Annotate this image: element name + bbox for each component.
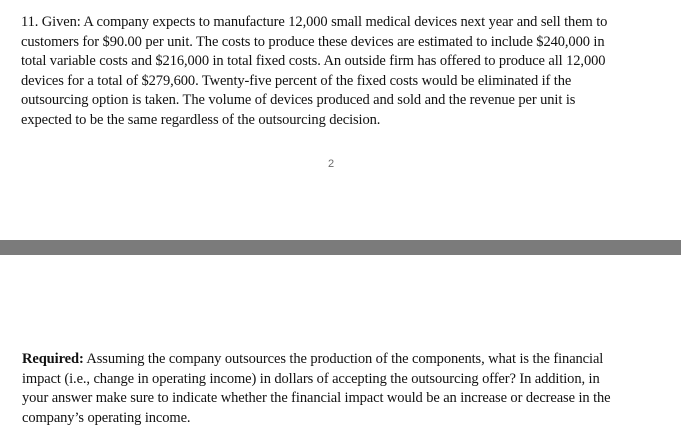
question-line: total variable costs and $216,000 in total fixed costs. An outside firm has offered to produce all 12,000: [21, 53, 606, 69]
question-line: customers for $90.00 per unit. The costs to produce these devices are estimated to include $240,000 in: [21, 33, 605, 50]
required-line: impact (i.e., change in operating income) in dollars of accepting the outsourcing offer? In addition, in: [22, 370, 600, 387]
question-paragraph: [21, 13, 651, 130]
required-label: Required:: [22, 351, 84, 367]
required-line: [22, 350, 652, 370]
question-line: expected to be the same regardless of the outsourcing decision.: [21, 111, 381, 128]
required-paragraph: [22, 350, 652, 428]
required-line-text: Assuming the company outsources the production of the components, what is the financial: [83, 351, 604, 367]
document-page-bottom: [0, 255, 681, 429]
page-number: 2: [327, 158, 335, 170]
question-line: outsourcing option is taken. The volume of devices produced and sold and the revenue per unit is: [21, 92, 576, 108]
question-line: 11. Given: A company expects to manufacture 12,000 small medical devices next year and sell them to: [21, 14, 608, 30]
question-line: devices for a total of $279,600. Twenty-five percent of the fixed costs would be eliminated if the: [21, 72, 572, 89]
required-line: your answer make sure to indicate whether the financial impact would be an increase or decrease in the: [22, 390, 611, 406]
required-line: company’s operating income.: [22, 409, 191, 426]
page-separator: [0, 240, 681, 255]
